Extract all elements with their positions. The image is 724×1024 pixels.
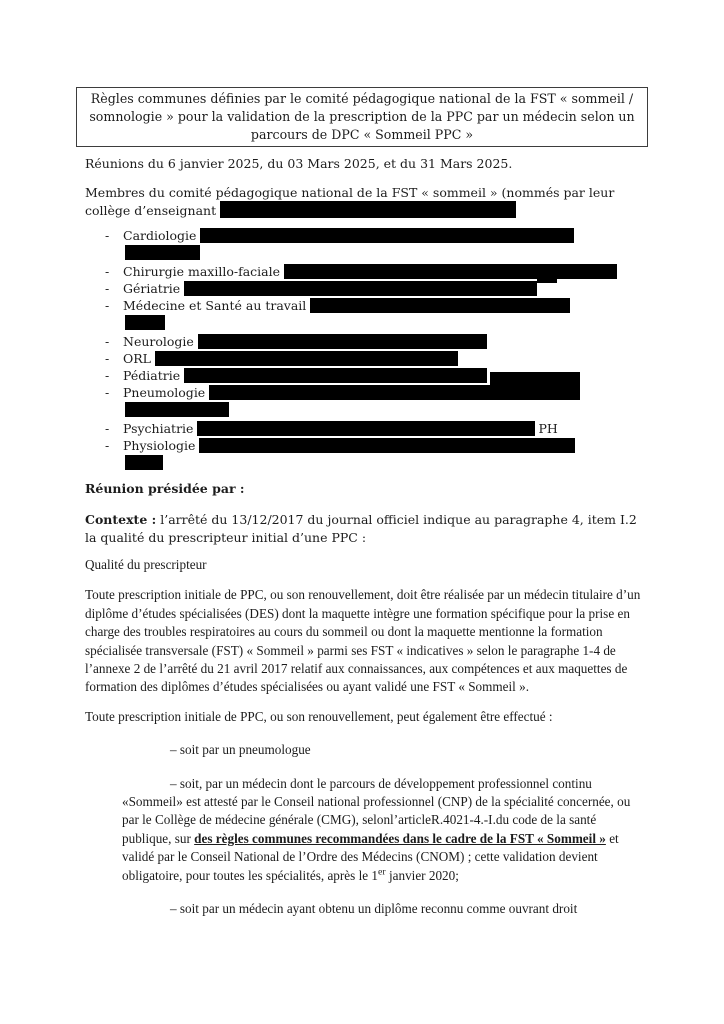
list-item-medecine-travail: [105, 297, 640, 314]
list-item-psychiatrie: [105, 420, 640, 437]
quality-heading: Qualité du prescripteur: [85, 557, 207, 572]
list-dash: -: [105, 280, 110, 296]
redaction-bar: [184, 368, 487, 383]
redaction-bar: [198, 334, 487, 349]
list-item-label: Cardiologie: [123, 227, 197, 243]
list-item-label: Gériatrie: [123, 280, 181, 296]
redaction-bar: [184, 281, 537, 296]
list-dash: -: [105, 263, 110, 279]
list-item-neurologie: [105, 333, 640, 350]
bullet2-text-pre: – soit, par un médecin dont le parcours de développement professionnel continu «Sommeil» est attesté par le Conseil national professionnel (CNP) de la spécialité concernée, ou par le Collège de médecine générale (CMG), selonl’articleR.4021-4.-I.du code de la santé publique, sur: [122, 775, 631, 846]
meetings-line: Réunions du 6 janvier 2025, du 03 Mars 2025, et du 31 Mars 2025.: [85, 156, 513, 171]
list-dash: -: [105, 297, 110, 313]
bullet2-superscript: er: [377, 866, 386, 878]
prescriber-paragraph: Toute prescription initiale de PPC, ou son renouvellement, doit être réalisée par un médecin titulaire d’un diplôme d’études spécialisées (DES) dont la maquette intègre une formation spécifique pour la prise en charge des troubles respiratoires au cours du sommeil ou dont la maquette mentionne la formation spécialisée transversale (FST) « Sommeil » parmi ses FST « indicatives » selon le paragraphe 1-4 de l’annexe 2 de l’arrêté du 21 avril 2017 relatif aux connaissances, aux compétences et aux maquettes de formation des diplômes d’études spécialisées ou ayant validé une FST « Sommeil ».: [85, 587, 641, 695]
redaction-bar: [200, 228, 574, 243]
redaction-bar: [125, 315, 165, 330]
bullet-diplome: – soit par un médecin ayant obtenu un diplôme reconnu comme ouvrant droit: [170, 901, 578, 917]
title-line-1: Règles communes définies par le comité pédagogique national de la FST « sommeil /: [90, 91, 634, 106]
list-item-label: Pneumologie: [123, 384, 206, 400]
list-item-orl: [105, 350, 640, 367]
list-item-physiologie: [105, 437, 640, 454]
list-item-label: Neurologie: [123, 333, 194, 349]
list-item-label: ORL: [123, 350, 151, 366]
list-item-geriatrie: [105, 280, 640, 297]
title-line-3: parcours de DPC « Sommeil PPC »: [250, 127, 474, 142]
context-label: Contexte :: [85, 512, 157, 527]
redaction-bar: [197, 421, 535, 436]
list-item-label: Physiologie: [123, 437, 196, 453]
list-item-label: Psychiatrie: [123, 420, 194, 436]
redaction-bar: [199, 438, 575, 453]
bullet-dpc-sommeil: [122, 775, 642, 885]
bullet2-text-post: janvier 2020;: [385, 867, 459, 883]
members-intro-line-2-text: collège d’enseignant: [85, 203, 217, 218]
list-item-chirurgie: [105, 263, 640, 280]
redaction-bar: [220, 201, 516, 218]
list-item-suffix: PH: [538, 420, 558, 436]
list-item-cardiologie: [105, 227, 640, 244]
redaction-bar: [310, 298, 570, 313]
redaction-bar: [125, 245, 200, 260]
list-dash: -: [105, 227, 110, 243]
context-text: l’arrêté du 13/12/2017 du journal officiel indique au paragraphe 4, item I.2 la qualité du prescripteur initial d’une PPC :: [85, 512, 637, 545]
context-paragraph: [85, 511, 645, 546]
list-dash: -: [105, 420, 110, 436]
also-performed-paragraph: Toute prescription initiale de PPC, ou son renouvellement, peut également être effectué :: [85, 708, 553, 724]
bullet-pneumologue: – soit par un pneumologue: [170, 742, 311, 758]
list-item-label: Médecine et Santé au travail: [123, 297, 307, 313]
chaired-heading: Réunion présidée par :: [85, 480, 245, 496]
members-intro: [85, 184, 640, 220]
list-dash: -: [105, 384, 110, 400]
title-box: [76, 87, 648, 147]
redaction-bar: [209, 385, 580, 400]
list-dash: -: [105, 333, 110, 349]
redaction-bar: [125, 455, 163, 470]
list-item-pneumologie: [105, 384, 640, 401]
list-dash: -: [105, 350, 110, 366]
redaction-bar: [155, 351, 458, 366]
bullet2-bold-underline: des règles communes recommandées dans le cadre de la FST « Sommeil »: [194, 830, 606, 846]
title-line-2: somnologie » pour la validation de la prescription de la PPC par un médecin selon un: [89, 109, 635, 124]
list-dash: -: [105, 437, 110, 453]
list-item-label: Pédiatrie: [123, 367, 181, 383]
members-intro-line-1: Membres du comité pédagogique national de la FST « sommeil » (nommés par leur: [85, 184, 615, 200]
redaction-bar: [125, 402, 229, 417]
list-item-label: Chirurgie maxillo-faciale: [123, 263, 281, 279]
bullet2-text-mid: et validé par le Conseil National de l’Ordre des Médecins (CNOM) ; cette validation devient obligatoire, pour toutes les spécialités, après le 1: [122, 830, 619, 883]
specialty-list: [105, 227, 640, 470]
redaction-bar: [284, 264, 617, 279]
list-dash: -: [105, 367, 110, 383]
members-intro-line-2: [85, 201, 640, 220]
